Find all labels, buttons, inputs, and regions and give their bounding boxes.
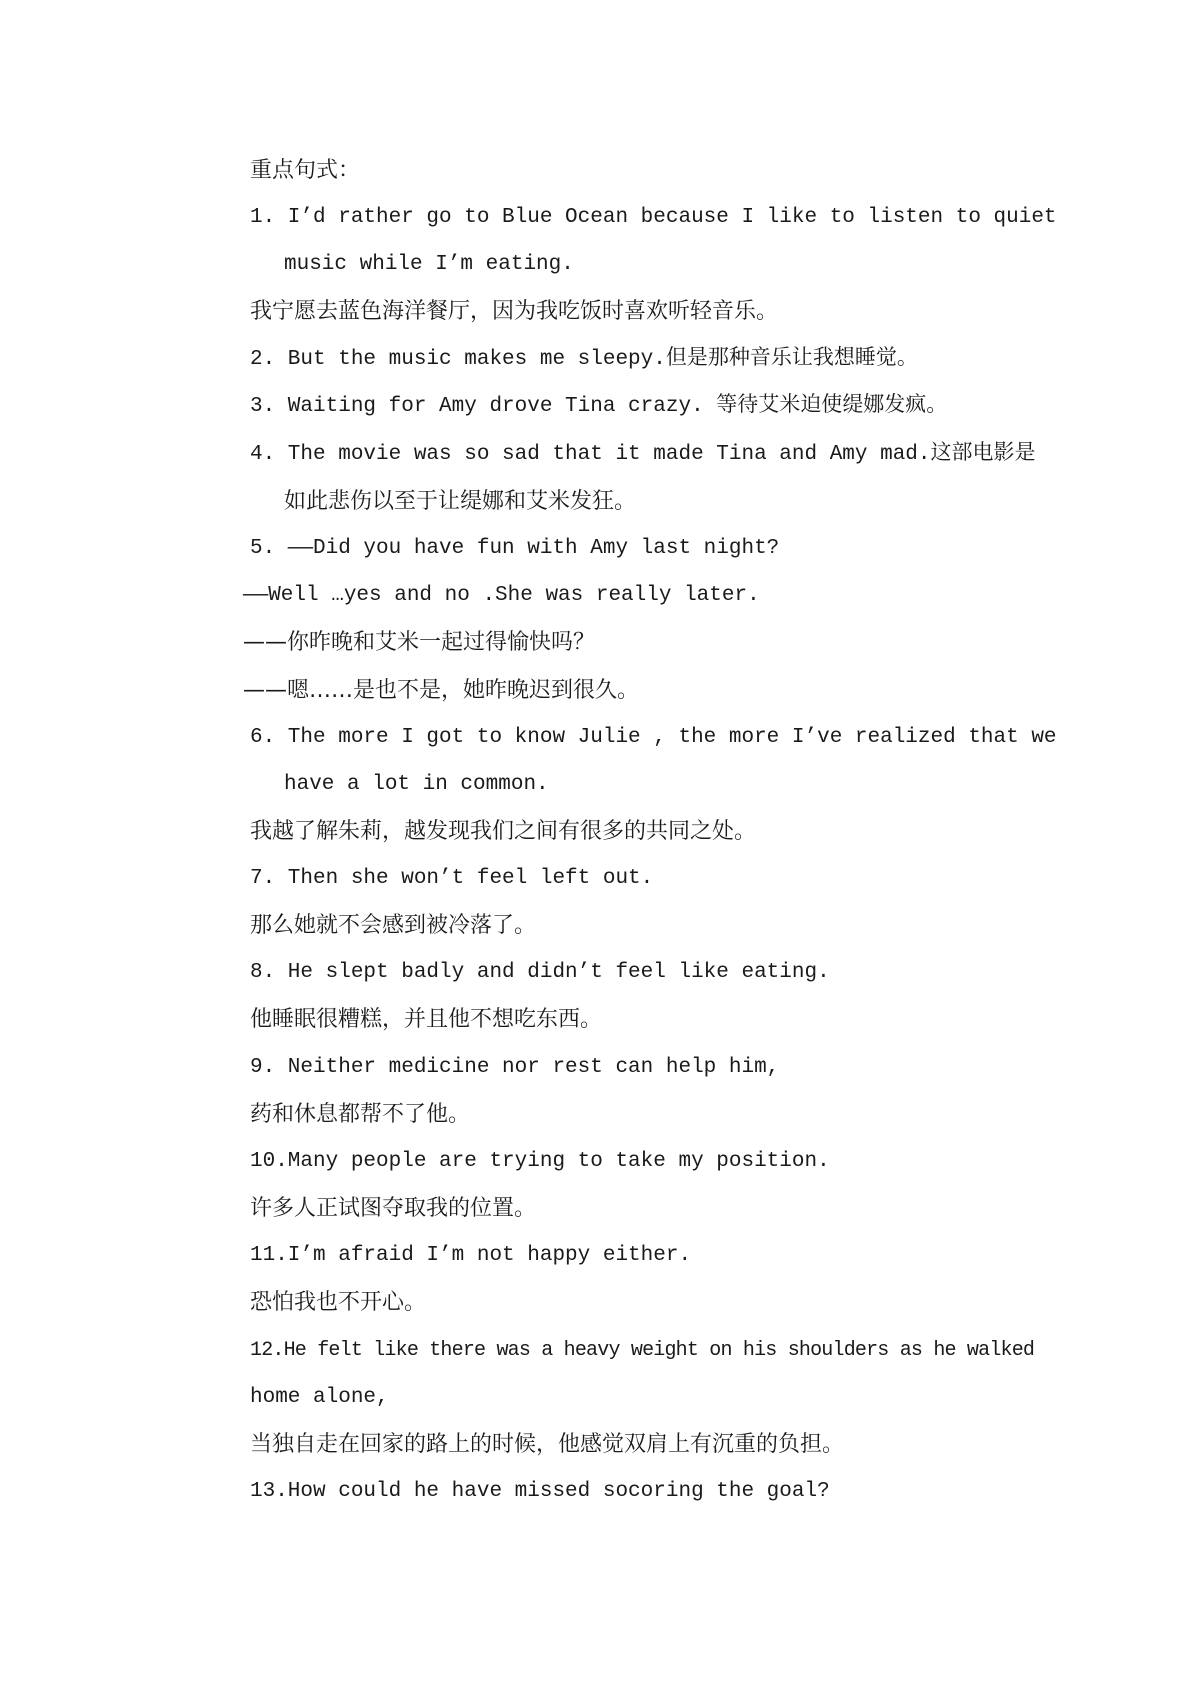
sentence-6-en-line-1: 6. The more I got to know Julie , the more I’ve realized that we [250,726,1057,749]
sentence-11-zh: 恐怕我也不开心。 [250,1290,427,1315]
sentence-6-en-line-2: have a lot in common. [284,773,549,796]
sentence-4-line-2: 如此悲伤以至于让缇娜和艾米发狂。 [284,489,637,514]
sentence-8-en: 8. He slept badly and didn’t feel like eating. [250,961,830,984]
sentence-1-zh: 我宁愿去蓝色海洋餐厅，因为我吃饭时喜欢听轻音乐。 [250,299,779,324]
sentence-12-zh: 当独自走在回家的路上的时候，他感觉双肩上有沉重的负担。 [250,1432,845,1457]
sentence-5-question-zh: ——你昨晚和艾米一起过得愉快吗？ [243,630,596,655]
sentence-13-en: 13.How could he have missed socoring the goal? [250,1480,830,1503]
sentence-1-en-line-1: 1. I’d rather go to Blue Ocean because I like to listen to quiet [250,206,1057,229]
sentence-1-en-line-2: music while I’m eating. [284,253,574,276]
sentence-12-en-line-1: 12.He felt like there was a heavy weight on his shoulders as he walked [250,1339,1035,1362]
section-heading: 重点句式： [250,158,361,183]
sentence-3: 3. Waiting for Amy drove Tina crazy. 等待艾米迫使缇娜发疯。 [250,395,948,418]
sentence-9-en: 9. Neither medicine nor rest can help him, [250,1056,780,1079]
sentence-6-zh: 我越了解朱莉，越发现我们之间有很多的共同之处。 [250,819,757,844]
sentence-10-zh: 许多人正试图夺取我的位置。 [250,1196,537,1221]
sentence-4-line-1: 4. The movie was so sad that it made Tina and Amy mad.这部电影是 [250,443,1036,466]
sentence-2: 2. But the music makes me sleepy.但是那种音乐让我想睡觉。 [250,348,918,371]
sentence-5-answer-en: ——Well …yes and no .She was really later. [243,584,760,607]
sentence-11-en: 11.I’m afraid I’m not happy either. [250,1244,692,1267]
sentence-12-en-line-2: home alone, [250,1386,389,1409]
sentence-7-zh: 那么她就不会感到被冷落了。 [250,913,537,938]
sentence-9-zh: 药和休息都帮不了他。 [250,1102,471,1127]
sentence-7-en: 7. Then she won’t feel left out. [250,867,654,890]
sentence-5-question-en: 5. ——Did you have fun with Amy last night? [250,537,780,560]
sentence-10-en: 10.Many people are trying to take my position. [250,1150,830,1173]
sentence-8-zh: 他睡眠很糟糕，并且他不想吃东西。 [250,1007,603,1032]
sentence-5-answer-zh: ——嗯……是也不是，她昨晚迟到很久。 [243,678,640,703]
